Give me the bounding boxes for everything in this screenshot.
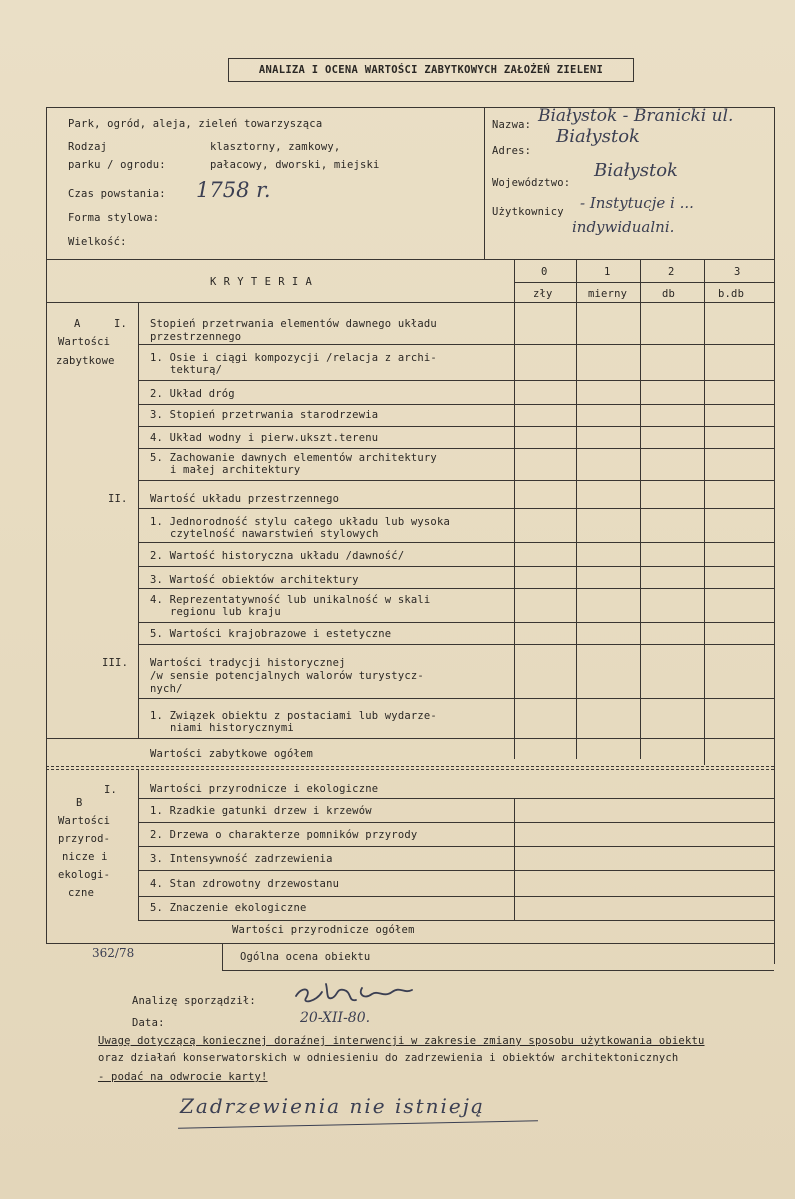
wojewodztwo-label: Województwo: [492, 177, 571, 189]
section-b-title: Wartości przyrodnicze i ekologiczne [150, 783, 379, 795]
row-line [138, 344, 774, 345]
col-3-line [704, 259, 705, 765]
parku-label: parku / ogrodu: [68, 159, 166, 171]
nazwa-value: Białystok - Branicki ul. [538, 106, 734, 126]
wielkosc-label: Wielkość: [68, 236, 127, 248]
grade-0: zły [533, 288, 553, 300]
section-a-label-1: Wartości [58, 336, 111, 348]
row-line [138, 870, 774, 871]
row-line [138, 622, 774, 623]
criteria-label: K R Y T E R I A [210, 276, 313, 288]
score-3: 3 [734, 266, 741, 278]
wojewodztwo-value: Białystok [594, 160, 678, 181]
section-b-label-3: nicze i [62, 851, 108, 863]
a-ii-item-1: 1. Jednorodność stylu całego układu lub wysoka [150, 516, 450, 528]
header-park-line: Park, ogród, aleja, zieleń towarzysząca [68, 118, 323, 130]
dashed-separator [46, 766, 774, 767]
row-line [138, 404, 774, 405]
data-value: 20-XII-80. [300, 1010, 371, 1026]
overall-left-line [222, 943, 223, 970]
a-i-item-5-cont: i małej architektury [170, 464, 301, 476]
header-divider [484, 107, 485, 259]
a-ii-item-4-cont: regionu lub kraju [170, 606, 281, 618]
czas-label: Czas powstania: [68, 188, 166, 200]
uwaga-line-2: oraz działań konserwatorskich w odniesieniu do zadrzewienia i obiektów architektonicznych [98, 1052, 679, 1064]
b-item-5: 5. Znaczenie ekologiczne [150, 902, 307, 914]
group-i-title-1: Stopień przetrwania elementów dawnego układu [150, 318, 437, 330]
row-line [138, 822, 774, 823]
criteria-bottom [46, 302, 774, 303]
grade-2: db [662, 288, 676, 300]
b-item-1: 1. Rzadkie gatunki drzew i krzewów [150, 805, 372, 817]
a-iii-item-1: 1. Związek obiektu z postaciami lub wydarze- [150, 710, 437, 722]
a-i-item-1-cont: tekturą/ [170, 364, 223, 376]
section-b-label-5: czne [68, 887, 95, 899]
group-ii-title: Wartość układu przestrzennego [150, 493, 340, 505]
row-line [138, 896, 774, 897]
row-line [138, 542, 774, 543]
b-item-3: 3. Intensywność zadrzewienia [150, 853, 333, 865]
uzytkownicy-value-2: indywidualni. [572, 218, 675, 236]
dashed-separator [46, 769, 774, 770]
adres-label: Adres: [492, 145, 532, 157]
a-ii-item-2: 2. Wartość historyczna układu /dawność/ [150, 550, 405, 562]
uwaga-line-3: - podać na odwrocie karty! [98, 1071, 268, 1083]
grade-1: mierny [588, 288, 628, 300]
group-iii-num: III. [102, 657, 129, 669]
section-b-divider [138, 770, 139, 920]
row-line [138, 426, 774, 427]
a-i-item-4: 4. Układ wodny i pierw.ukszt.terenu [150, 432, 379, 444]
a-i-item-5: 5. Zachowanie dawnych elementów architektury [150, 452, 437, 464]
frame-left [46, 107, 47, 944]
document-title: ANALIZA I OCENA WARTOŚCI ZABYTKOWYCH ZAŁOŻEŃ ZIELENI [228, 58, 634, 82]
section-b-label-2: przyrod- [58, 833, 111, 845]
analize-label: Analizę sporządził: [132, 995, 256, 1007]
b-item-4: 4. Stan zdrowotny drzewostanu [150, 878, 340, 890]
row-line [138, 508, 774, 509]
a-i-item-3: 3. Stopień przetrwania starodrzewia [150, 409, 379, 421]
adres-value: Białystok [556, 126, 640, 147]
nazwa-label: Nazwa: [492, 119, 532, 131]
col-1-line [576, 259, 577, 759]
col-0-line [514, 259, 515, 759]
a-ii-item-3: 3. Wartość obiektów architektury [150, 574, 359, 586]
grade-3: b.db [718, 288, 745, 300]
a-ii-item-4: 4. Reprezentatywność lub unikalność w skali [150, 594, 431, 606]
section-b-letter: B [76, 797, 83, 809]
signature-icon [292, 978, 422, 1010]
uwaga-line-1: Uwagę dotyczącą koniecznej doraźnej interwencji w zakresie zmiany sposobu użytkowania obiektu [98, 1035, 705, 1047]
score-divider [514, 282, 774, 283]
header-bottom [46, 259, 774, 260]
row-line [138, 588, 774, 589]
row-line [46, 738, 774, 739]
czas-value: 1758 r. [196, 178, 271, 202]
uzytkownicy-value-1: - Instytucje i ... [580, 194, 694, 212]
rodzaj-label: Rodzaj [68, 141, 108, 153]
row-line [138, 644, 774, 645]
handwritten-note: Zadrzewienia nie istnieją [180, 1094, 485, 1118]
a-ii-item-1-cont: czytelność nawarstwień stylowych [170, 528, 379, 540]
b-col-0-line [514, 798, 515, 920]
a-ii-item-5: 5. Wartości krajobrazowe i estetyczne [150, 628, 392, 640]
row-line [46, 943, 774, 944]
row-line [138, 380, 774, 381]
score-2: 2 [668, 266, 675, 278]
row-line [222, 970, 774, 971]
group-i-num: I. [114, 318, 128, 330]
stamp-number: 362/78 [92, 946, 135, 960]
group-i-title-2: przestrzennego [150, 331, 242, 343]
section-b-label-1: Wartości [58, 815, 111, 827]
section-b-total: Wartości przyrodnicze ogółem [232, 924, 415, 936]
row-line [138, 448, 774, 449]
score-1: 1 [604, 266, 611, 278]
section-a-label-2: zabytkowe [56, 355, 115, 367]
section-a-divider [138, 302, 139, 738]
row-line [138, 698, 774, 699]
section-a-total: Wartości zabytkowe ogółem [150, 748, 314, 760]
forma-label: Forma stylowa: [68, 212, 160, 224]
col-2-line [640, 259, 641, 759]
row-line [138, 480, 774, 481]
row-line [138, 920, 774, 921]
overall-label: Ogólna ocena obiektu [240, 951, 371, 963]
a-iii-item-1-cont: niami historycznymi [170, 722, 294, 734]
section-b-num: I. [104, 784, 118, 796]
row-line [138, 566, 774, 567]
row-line [138, 846, 774, 847]
section-a-letter: A [74, 318, 81, 330]
group-ii-num: II. [108, 493, 128, 505]
rodzaj-options-1: klasztorny, zamkowy, [210, 141, 341, 153]
data-label: Data: [132, 1017, 165, 1029]
group-iii-title-3: nych/ [150, 683, 183, 695]
a-i-item-1: 1. Osie i ciągi kompozycji /relacja z archi- [150, 352, 437, 364]
uzytkownicy-label: Użytkownicy [492, 206, 564, 218]
score-0: 0 [541, 266, 548, 278]
section-b-label-4: ekologi- [58, 869, 111, 881]
row-line [138, 798, 774, 799]
a-i-item-2: 2. Układ dróg [150, 388, 235, 400]
group-iii-title-1: Wartości tradycji historycznej [150, 657, 346, 669]
b-item-2: 2. Drzewa o charakterze pomników przyrody [150, 829, 418, 841]
rodzaj-options-2: pałacowy, dworski, miejski [210, 159, 380, 171]
group-iii-title-2: /w sensie potencjalnych walorów turystycz- [150, 670, 424, 682]
frame-right [774, 107, 775, 964]
